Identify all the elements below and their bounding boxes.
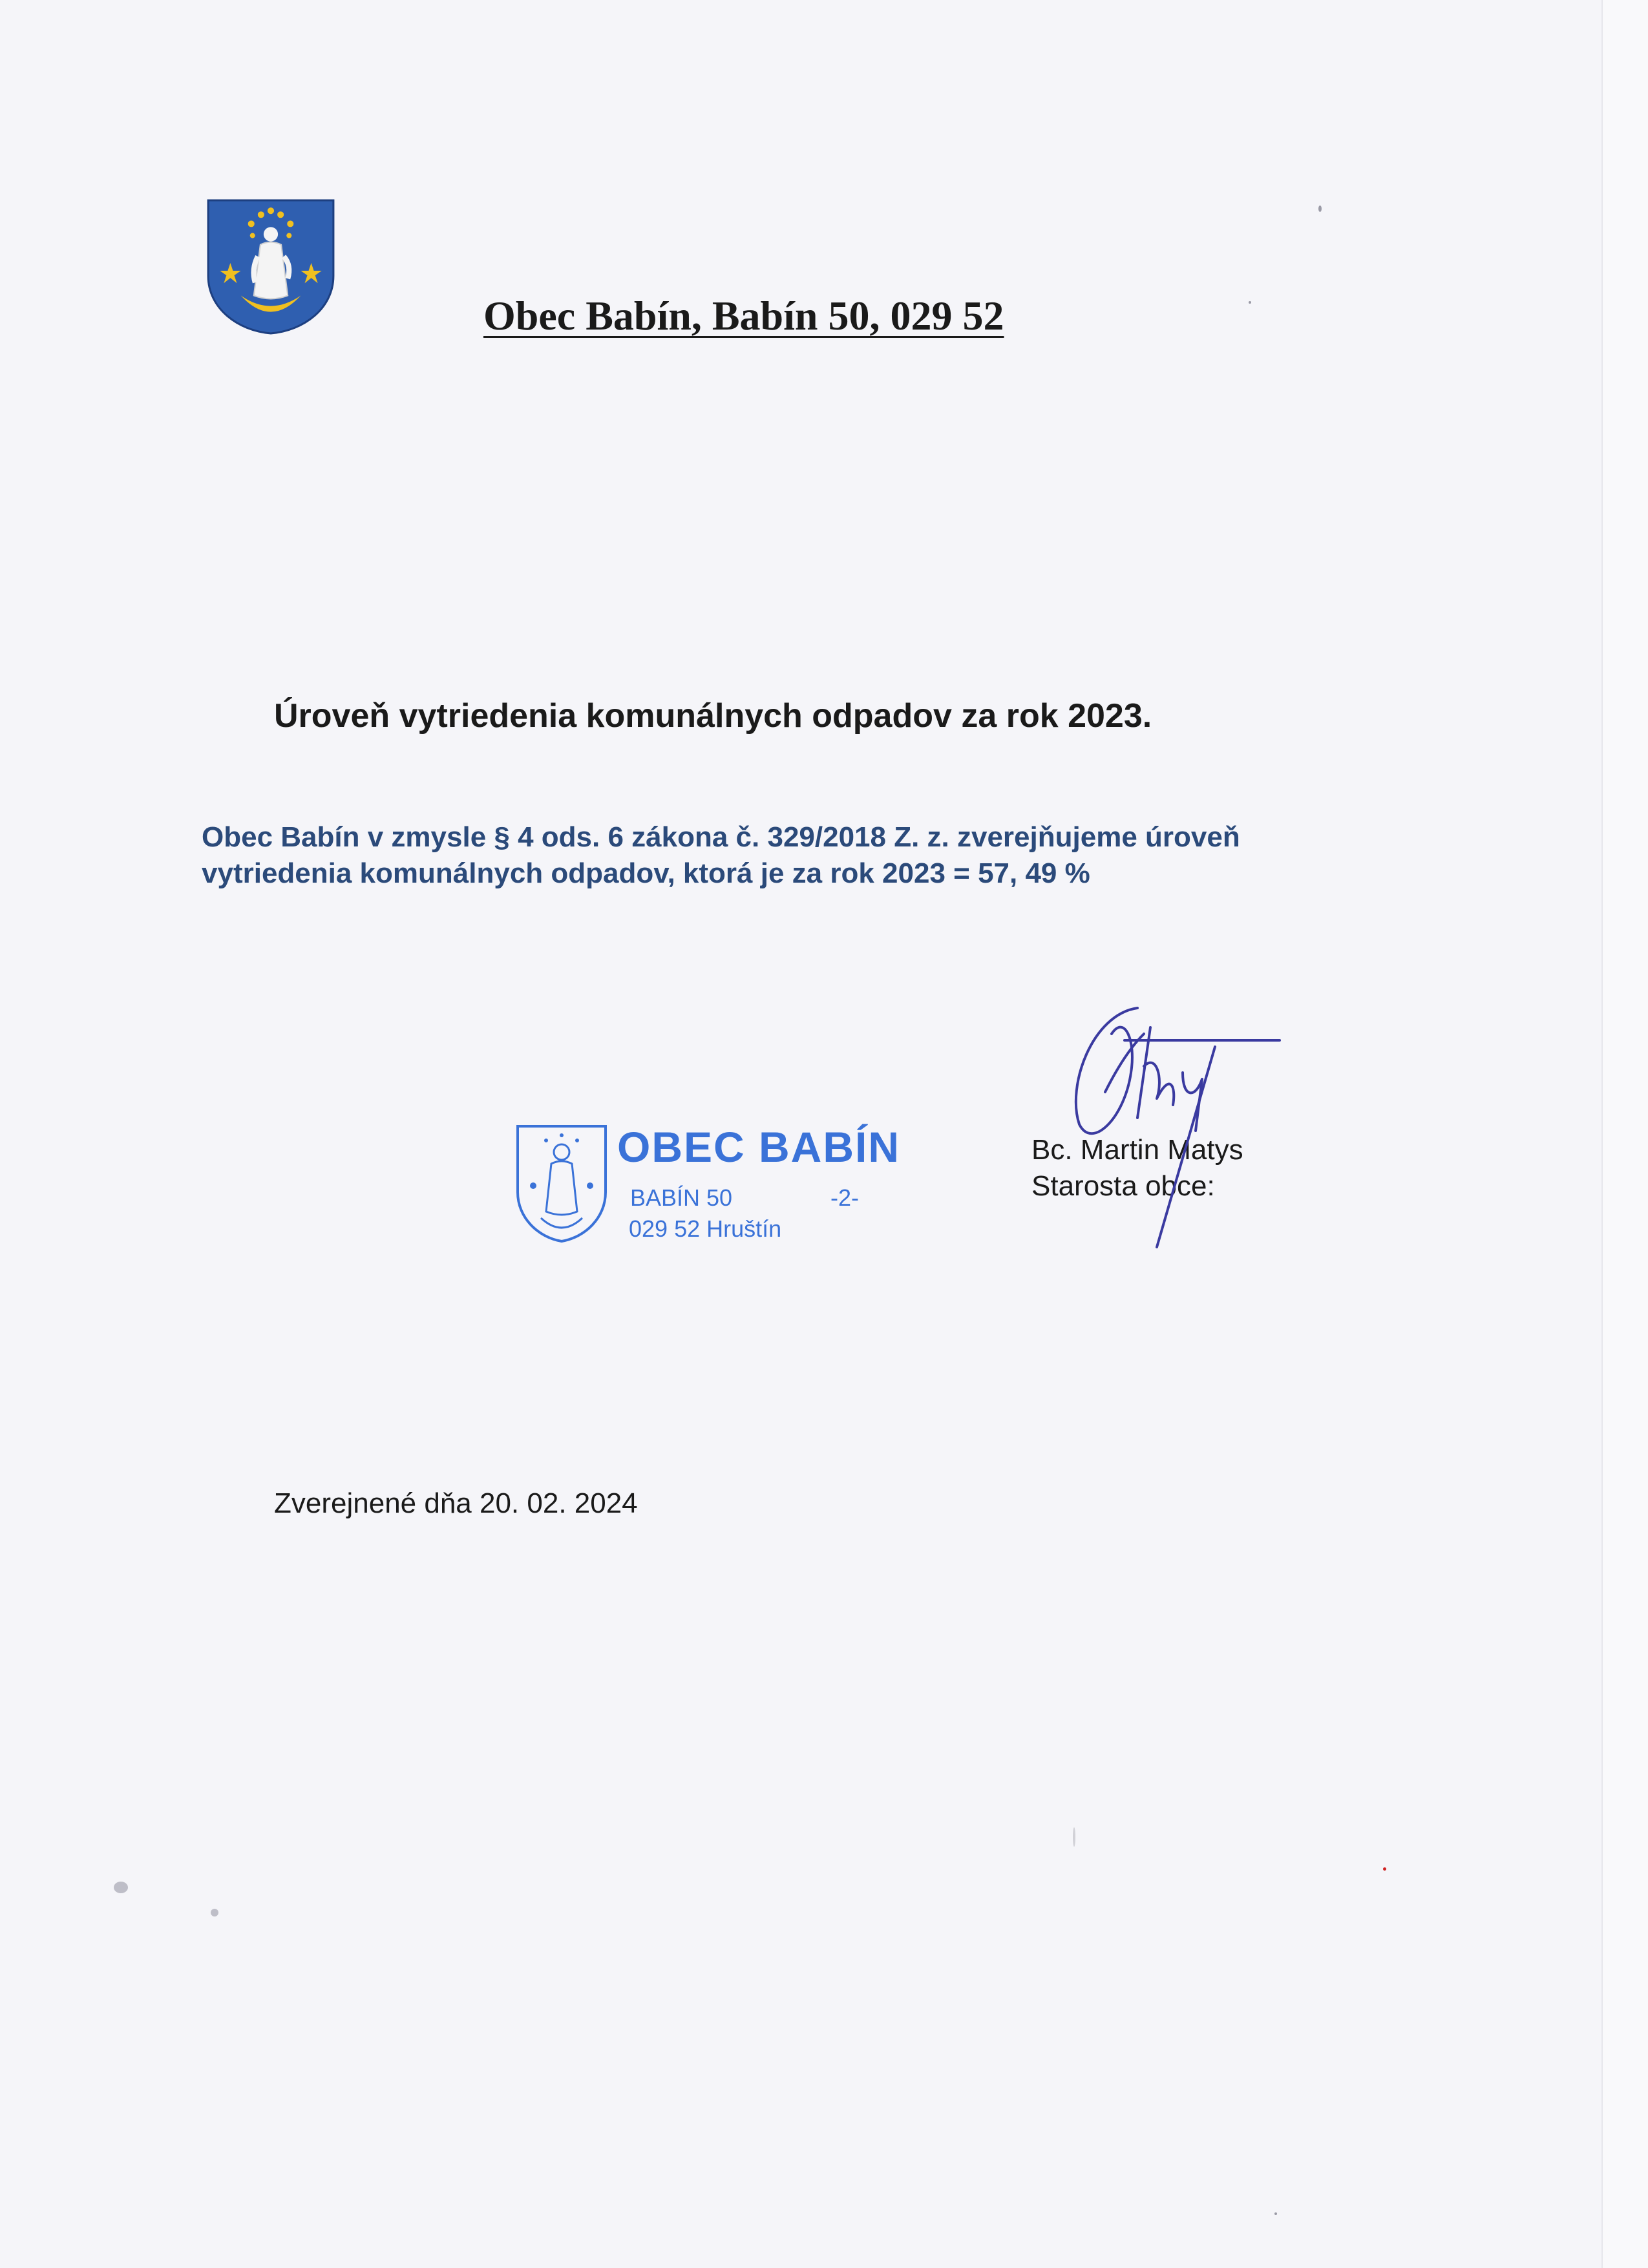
stamp-emblem-icon — [514, 1121, 609, 1245]
handwritten-signature — [1053, 989, 1299, 1260]
signatory-role: Starosta obce: — [1031, 1170, 1215, 1202]
coat-of-arms-icon — [206, 198, 336, 336]
official-stamp — [514, 1121, 901, 1250]
stamp-address-line1: BABÍN 50 — [630, 1184, 733, 1211]
scan-speck — [211, 1909, 218, 1916]
publication-date: Zverejnené dňa 20. 02. 2024 — [274, 1487, 638, 1519]
scan-edge — [1601, 0, 1648, 2268]
scan-speck — [114, 1882, 128, 1893]
body-line: vytriedenia komunálnych odpadov, ktorá je za rok 2023 = 57, 49 % — [202, 857, 1090, 889]
body-paragraph — [202, 819, 1240, 892]
scan-speck — [1073, 1827, 1075, 1847]
scan-speck — [1383, 1867, 1386, 1871]
scan-speck — [1318, 205, 1322, 212]
document-heading: Úroveň vytriedenia komunálnych odpadov za rok 2023. — [274, 697, 1152, 735]
stamp-name: OBEC BABÍN — [617, 1123, 901, 1171]
signatory-name: Bc. Martin Matys — [1031, 1134, 1243, 1166]
stamp-number: -2- — [830, 1184, 859, 1211]
body-line: Obec Babín v zmysle § 4 ods. 6 zákona č. 329/2018 Z. z. zverejňujeme úroveň — [202, 821, 1240, 853]
scan-speck — [1249, 301, 1251, 304]
stamp-address-line2: 029 52 Hruštín — [629, 1215, 782, 1242]
scan-speck — [1274, 2212, 1277, 2215]
header-title: Obec Babín, Babín 50, 029 52 — [483, 293, 1004, 339]
